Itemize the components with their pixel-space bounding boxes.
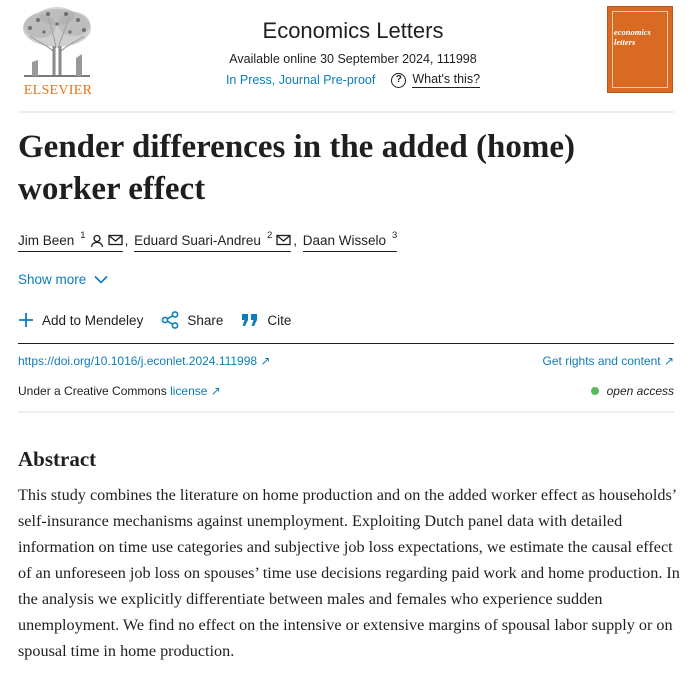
author-affiliation: 3 bbox=[392, 230, 398, 241]
person-icon bbox=[90, 234, 104, 248]
author-affiliation: 2 bbox=[266, 230, 273, 241]
doi-link[interactable] bbox=[18, 354, 270, 368]
email-icon bbox=[276, 234, 291, 246]
author-affiliation: 1 bbox=[80, 230, 86, 241]
publisher-name: ELSEVIER bbox=[23, 83, 93, 98]
chevron-down-icon bbox=[94, 275, 108, 284]
journal-status-row bbox=[168, 71, 538, 89]
tree-logo-icon bbox=[18, 6, 96, 78]
journal-cover[interactable] bbox=[607, 6, 673, 93]
cover-line2: letters bbox=[614, 37, 636, 47]
publisher-logo[interactable] bbox=[18, 6, 98, 98]
article-actions bbox=[18, 311, 291, 329]
cover-frame bbox=[612, 11, 668, 88]
cover-title bbox=[614, 27, 651, 47]
cover-line1: economics bbox=[614, 27, 651, 37]
open-access-dot-icon bbox=[591, 387, 599, 395]
license-statement bbox=[18, 384, 221, 398]
question-circle-icon: ? bbox=[391, 73, 406, 88]
external-link-icon: ↗ bbox=[260, 354, 271, 368]
abstract-body: This study combines the literature on home production and on the added worker effect as households’ self-insurance mechanisms against unemployment. Exploiting Dutch panel data with detailed information on time use categories and subjective job loss expectations, we estimate the causal effect of an unforeseen job loss on spouses’ time use decisions regarding paid work and home production. In the analysis we explicitly differentiate between males and females who experience sudden unemployment. We find no effect on the intensive or extensive margins of spousal labor supply or on spousal time in home production. bbox=[18, 486, 680, 660]
doi-row bbox=[18, 354, 674, 372]
external-link-icon: ↗ bbox=[663, 354, 674, 368]
journal-header bbox=[18, 0, 674, 113]
share-button[interactable] bbox=[161, 311, 223, 329]
author-separator: , bbox=[124, 233, 129, 248]
author-list bbox=[18, 231, 397, 252]
cite-button[interactable] bbox=[241, 313, 291, 328]
show-more-button[interactable] bbox=[18, 272, 108, 287]
cite-label: Cite bbox=[267, 312, 292, 328]
divider bbox=[18, 411, 674, 413]
journal-title[interactable]: Economics Letters bbox=[262, 18, 444, 43]
whats-this-label: What's this? bbox=[412, 72, 481, 86]
share-icon bbox=[161, 311, 179, 329]
show-more-label: Show more bbox=[18, 272, 87, 287]
open-access-badge bbox=[591, 384, 674, 398]
open-access-label: open access bbox=[606, 384, 674, 398]
article-title: Gender differences in the added (home) worker effect bbox=[18, 129, 575, 207]
author-separator: , bbox=[293, 233, 297, 248]
license-row bbox=[18, 384, 674, 402]
divider bbox=[18, 343, 674, 344]
author-name: Jim Been bbox=[18, 233, 75, 248]
add-to-mendeley-button[interactable] bbox=[18, 312, 143, 328]
mendeley-label: Add to Mendeley bbox=[42, 312, 144, 328]
author-name: Daan Wisselo bbox=[302, 233, 387, 248]
doi-text: https://doi.org/10.1016/j.econlet.2024.111998 bbox=[18, 354, 258, 368]
quote-icon bbox=[241, 313, 259, 327]
journal-info bbox=[168, 16, 538, 89]
journal-status-link[interactable]: In Press, Journal Pre-proof bbox=[225, 73, 376, 87]
author-name: Eduard Suari-Andreu bbox=[134, 233, 261, 248]
plus-icon bbox=[18, 312, 34, 328]
available-online: Available online 30 September 2024, 111998 bbox=[229, 52, 477, 66]
external-link-icon: ↗ bbox=[210, 384, 221, 398]
email-icon bbox=[108, 234, 123, 246]
share-label: Share bbox=[187, 312, 224, 328]
rights-text: Get rights and content bbox=[542, 354, 661, 368]
rights-and-content-link[interactable] bbox=[543, 354, 674, 368]
license-link-text: license bbox=[170, 384, 208, 398]
abstract-heading: Abstract bbox=[18, 447, 97, 471]
author-daan-wisselo[interactable] bbox=[303, 231, 398, 252]
author-eduard-suari-andreu[interactable] bbox=[134, 231, 291, 252]
whats-this-button[interactable] bbox=[391, 72, 480, 88]
license-link[interactable] bbox=[170, 384, 221, 398]
license-prefix: Under a Creative Commons bbox=[18, 384, 167, 398]
author-jim-been[interactable] bbox=[18, 231, 123, 252]
